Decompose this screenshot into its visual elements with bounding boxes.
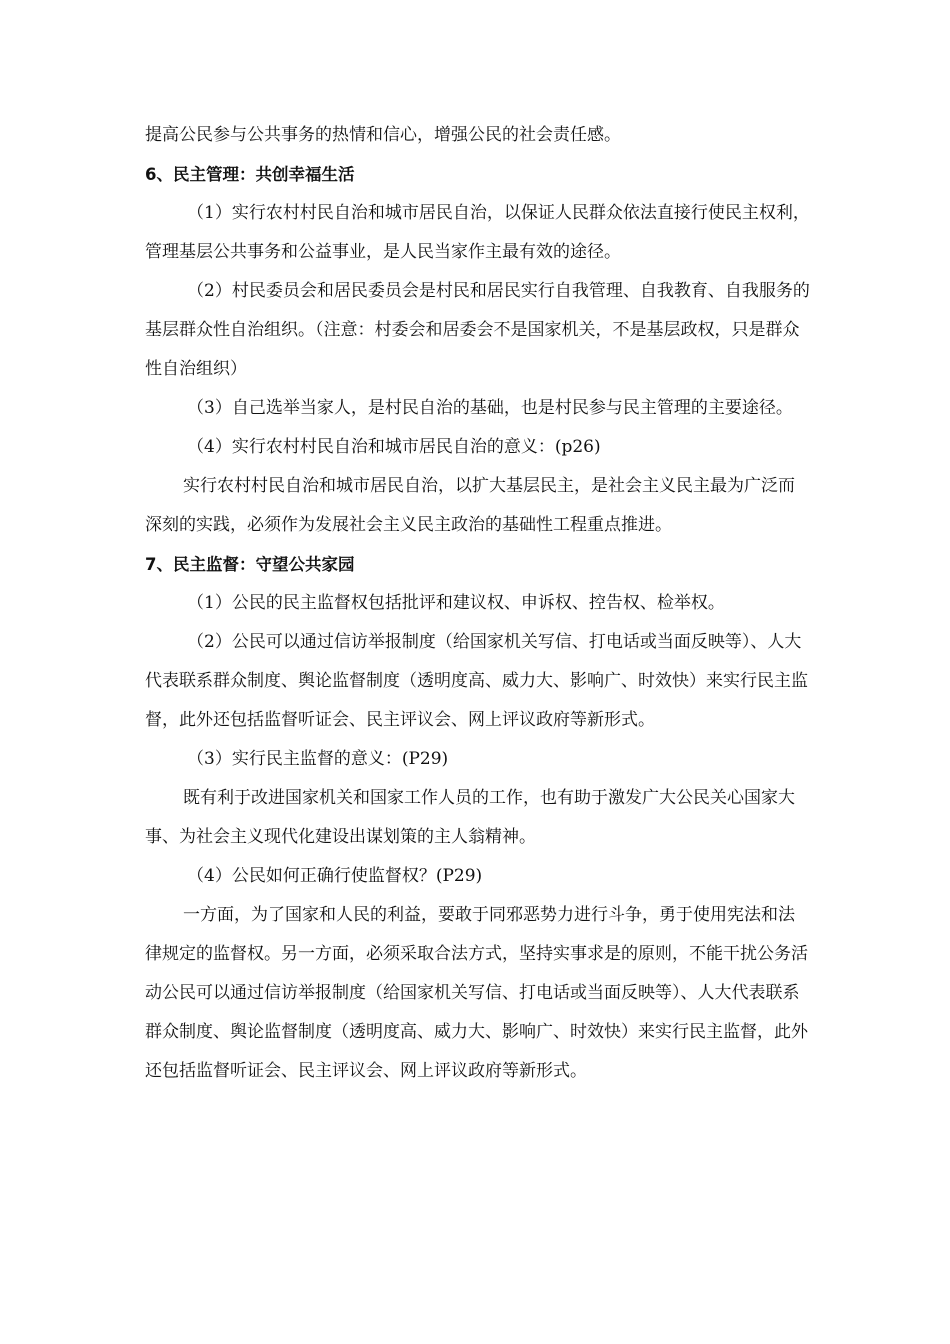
section-heading-7: 7、民主监督：守望公共家园 (145, 555, 355, 574)
paragraph: 实行农村村民自治和城市居民自治，以扩大基层民主，是社会主义民主最为广泛而深刻的实践，必须作为发展社会主义民主政治的基础性工程重点推进。 (145, 476, 795, 535)
paragraph: （1）公民的民主监督权包括批评和建议权、申诉权、控告权、检举权。 (187, 593, 725, 613)
paragraph: 一方面，为了国家和人民的利益，要敢于同邪恶势力进行斗争，勇于使用宪法和法律规定的监督权。另一方面，必须采取合法方式，坚持实事求是的原则，不能干扰公务活动公民可以通过信访举报制度（给国家机关写信、打电话或当面反映等）、人大代表联系群众制度、舆论监督制度（透明度高、威力大、影响广、时效快）来实行民主监督，此外还包括监督听证会、民主评议会、网上评议政府等新形式。 (145, 905, 808, 1081)
section-heading-6: 6、民主管理：共创幸福生活 (145, 165, 355, 184)
paragraph: （2）公民可以通过信访举报制度（给国家机关写信、打电话或当面反映等）、人大代表联系群众制度、舆论监督制度（透明度高、威力大、影响广、时效快）来实行民主监督，此外还包括监督听证会、民主评议会、网上评议政府等新形式。 (145, 632, 808, 730)
paragraph: 既有利于改进国家机关和国家工作人员的工作，也有助于激发广大公民关心国家大事、为社会主义现代化建设出谋划策的主人翁精神。 (145, 788, 795, 847)
paragraph: （4）公民如何正确行使监督权？(P29) (187, 866, 483, 886)
paragraph: （4）实行农村村民自治和城市居民自治的意义：(p26) (187, 437, 601, 457)
paragraph: （2）村民委员会和居民委员会是村民和居民实行自我管理、自我教育、自我服务的基层群众性自治组织。（注意：村委会和居委会不是国家机关，不是基层政权，只是群众性自治组织） (145, 281, 810, 379)
paragraph: （3）自己选举当家人，是村民自治的基础，也是村民参与民主管理的主要途径。 (187, 398, 793, 418)
document-body (145, 116, 810, 1091)
paragraph: （1）实行农村村民自治和城市居民自治，以保证人民群众依法直接行使民主权利，管理基层公共事务和公益事业，是人民当家作主最有效的途径。 (145, 203, 810, 262)
paragraph: （3）实行民主监督的意义：(P29) (187, 749, 449, 769)
paragraph-continuation: 提高公民参与公共事务的热情和信心，增强公民的社会责任感。 (145, 125, 621, 145)
